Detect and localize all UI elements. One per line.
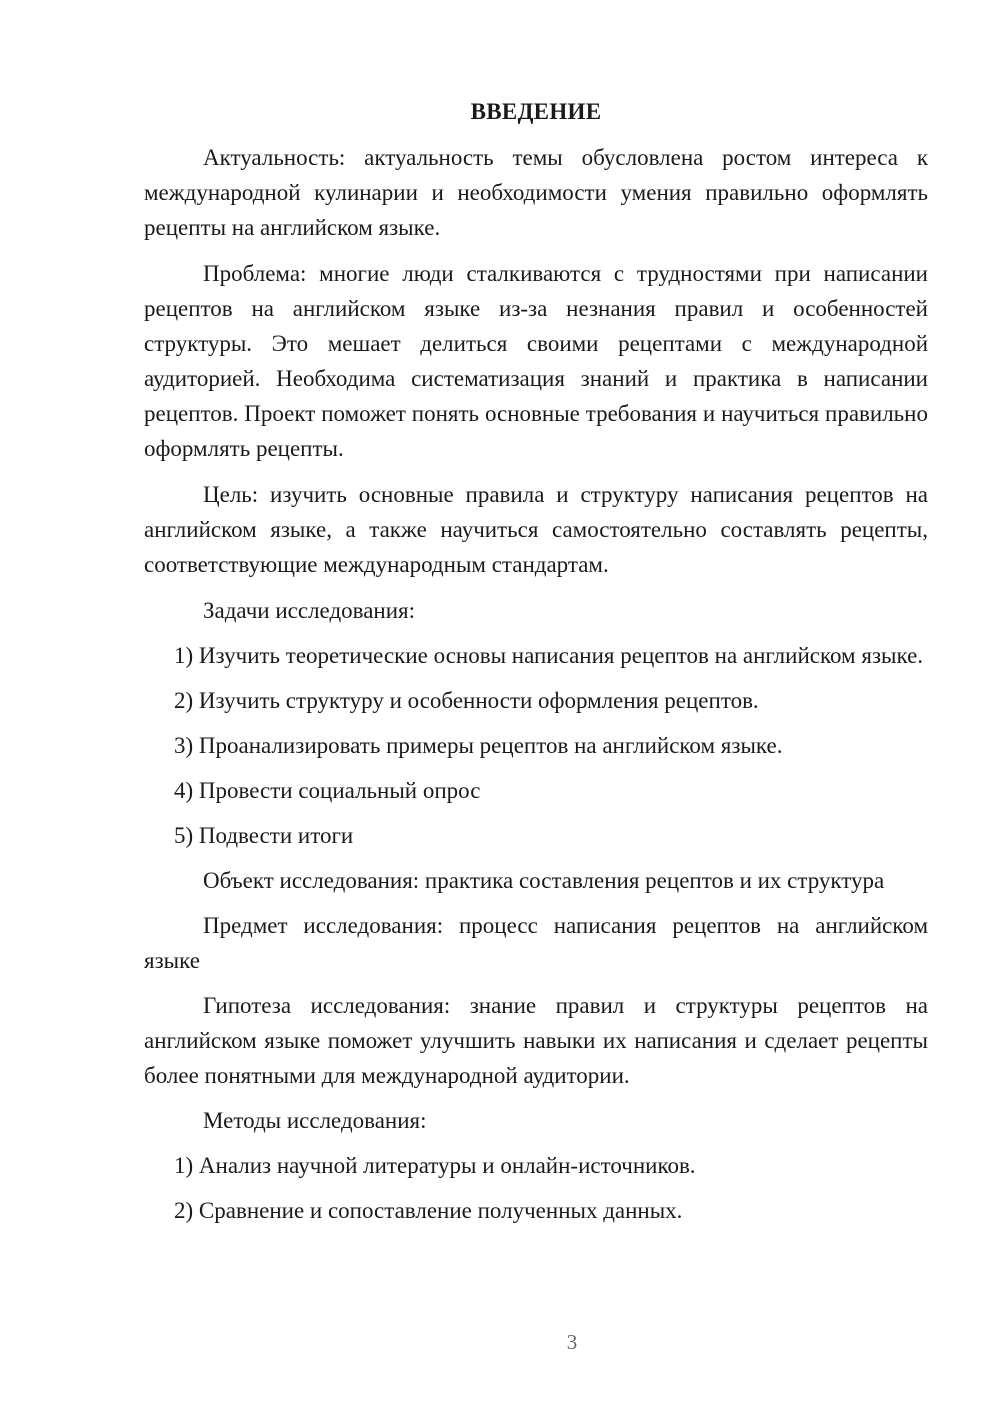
section-title: ВВЕДЕНИЕ [470, 99, 602, 124]
list-item-task-5: 5) Подвести итоги [174, 823, 354, 848]
list-item-task-2: 2) Изучить структуру и особенности оформления рецептов. [174, 688, 759, 713]
paragraph-subject: Предмет исследования: процесс написания рецептов на английском языке [144, 913, 928, 973]
document-page [144, 96, 928, 1228]
list-item-task-1: 1) Изучить теоретические основы написания рецептов на английском языке. [174, 643, 924, 668]
paragraph-problem: Проблема: многие люди сталкиваются с трудностями при написании рецептов на английском языке из-за незнания правил и особенностей структуры. Это мешает делиться своими рецептами с международной аудиторией. Необходима систематизация знаний и практика в написании рецептов. Проект поможет понять основные требования и научиться правильно оформлять рецепты. [144, 261, 928, 461]
paragraph-hypothesis: Гипотеза исследования: знание правил и структуры рецептов на английском языке поможет улучшить навыки их написания и сделает рецепты более понятными для международной аудитории. [144, 993, 928, 1088]
page-number: 3 [566, 1330, 578, 1354]
list-item-method-1: 1) Анализ научной литературы и онлайн-источников. [174, 1153, 696, 1178]
list-item-method-2: 2) Сравнение и сопоставление полученных данных. [174, 1198, 683, 1223]
paragraph-relevance: Актуальность: актуальность темы обусловлена ростом интереса к международной кулинарии и необходимости умения правильно оформлять рецепты на английском языке. [144, 145, 928, 240]
paragraph-object: Объект исследования: практика составления рецептов и их структура [203, 868, 885, 893]
list-item-task-4: 4) Провести социальный опрос [174, 778, 481, 803]
list-item-task-3: 3) Проанализировать примеры рецептов на английском языке. [174, 733, 783, 758]
paragraph-methods-heading: Методы исследования: [203, 1108, 427, 1133]
paragraph-tasks-heading: Задачи исследования: [203, 598, 416, 623]
paragraph-goal: Цель: изучить основные правила и структуру написания рецептов на английском языке, а также научиться самостоятельно составлять рецепты, соответствующие международным стандартам. [144, 482, 928, 577]
